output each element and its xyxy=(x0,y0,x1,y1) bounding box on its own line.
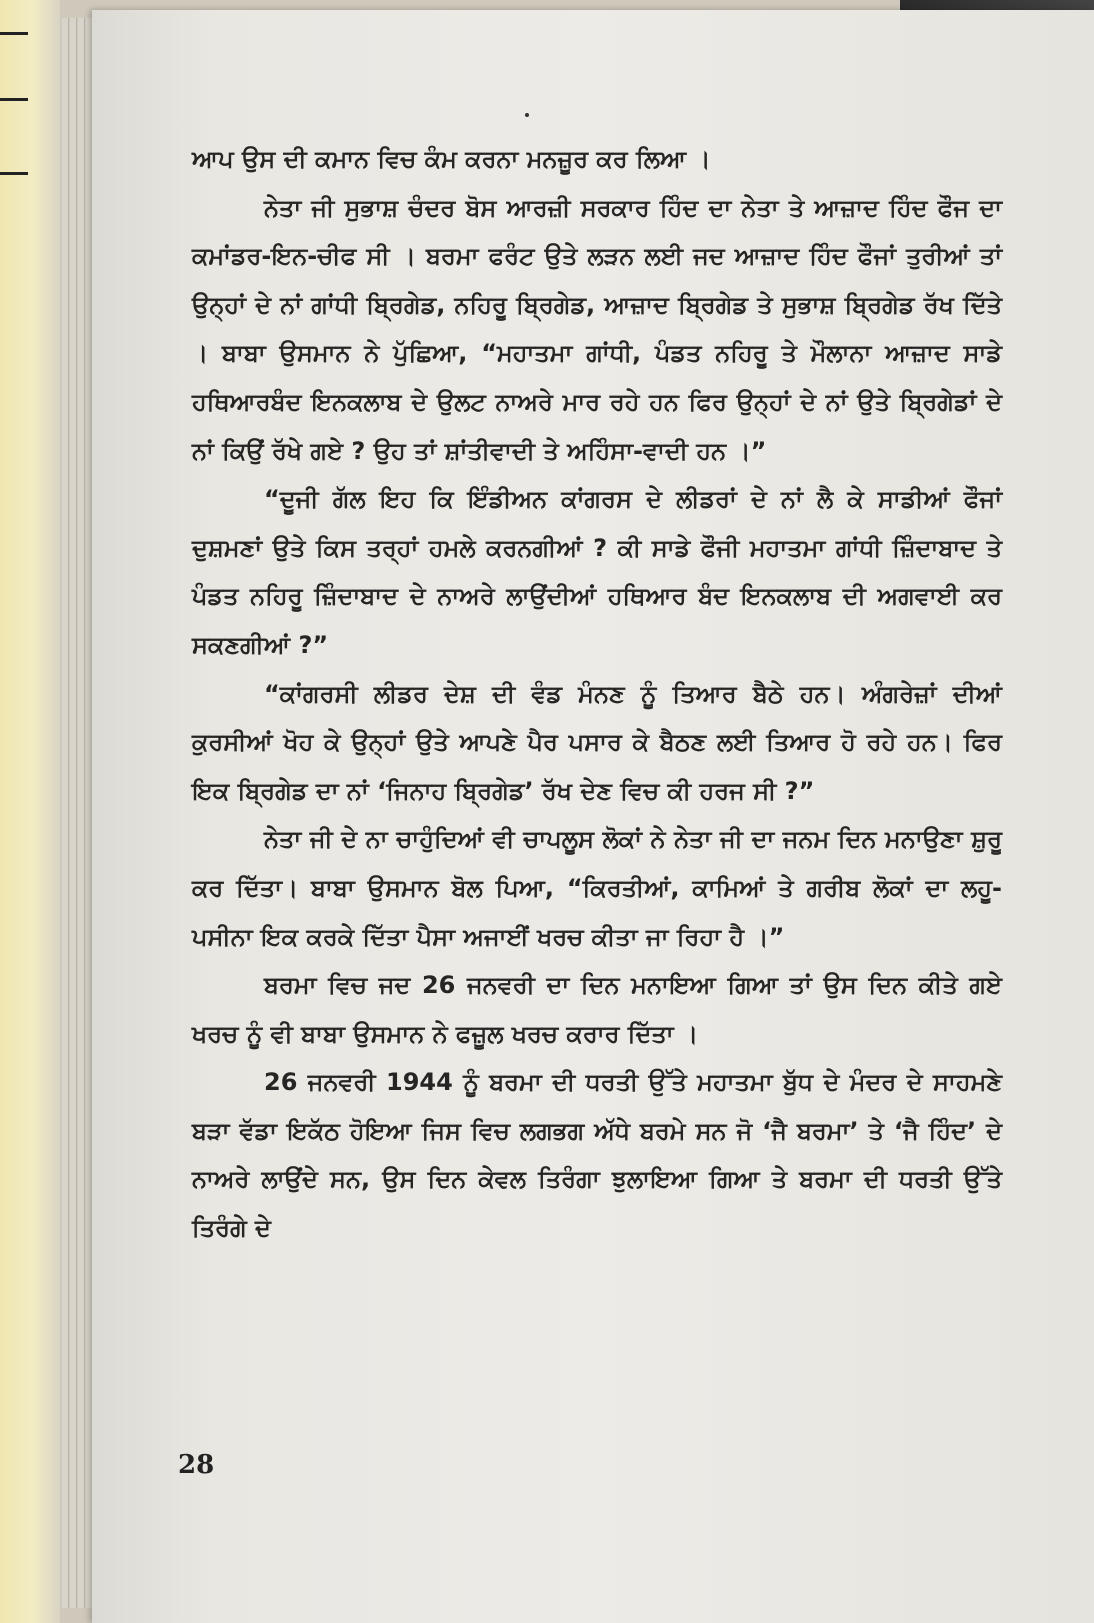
page-edge xyxy=(78,18,85,1608)
paragraph-6: ਬਰਮਾ ਵਿਚ ਜਦ 26 ਜਨਵਰੀ ਦਾ ਦਿਨ ਮਨਾਇਆ ਗਿਆ ਤਾਂ ਉਸ ਦਿਨ ਕੀਤੇ ਗਏ ਖਰਚ ਨੂੰ ਵੀ ਬਾਬਾ ਉਸਮਾਨ ਨੇ ਫਜ਼ੂਲ ਖਰਚ ਕਰਾਰ ਦਿੱਤਾ । xyxy=(192,971,1002,1048)
paragraph-7: 26 ਜਨਵਰੀ 1944 ਨੂੰ ਬਰਮਾ ਦੀ ਧਰਤੀ ਉੱਤੇ ਮਹਾਤਮਾ ਬੁੱਧ ਦੇ ਮੰਦਰ ਦੇ ਸਾਹਮਣੇ ਬੜਾ ਵੱਡਾ ਇਕੱਠ ਹੋਇਆ ਜਿਸ ਵਿਚ ਲਗਭਗ ਅੱਧੇ ਬਰਮੇ ਸਨ ਜੋ ‘ਜੈ ਬਰਮਾ’ ਤੇ ‘ਜੈ ਹਿੰਦ’ ਦੇ ਨਾਅਰੇ ਲਾਉਂਦੇ ਸਨ, ਉਸ ਦਿਨ ਕੇਵਲ ਤਿਰੰਗਾ ਝੁਲਾਇਆ ਗਿਆ ਤੇ ਬਰਮਾ ਦੀ ਧਰਤੀ ਉੱਤੇ ਤਿਰੰਗੇ ਦੇ xyxy=(192,1068,1002,1243)
paragraph-3: “ਦੂਜੀ ਗੱਲ ਇਹ ਕਿ ਇੰਡੀਅਨ ਕਾਂਗਰਸ ਦੇ ਲੀਡਰਾਂ ਦੇ ਨਾਂ ਲੈ ਕੇ ਸਾਡੀਆਂ ਫੌਜਾਂ ਦੁਸ਼ਮਣਾਂ ਉਤੇ ਕਿਸ ਤਰ੍ਹਾਂ ਹਮਲੇ ਕਰਨਗੀਆਂ ? ਕੀ ਸਾਡੇ ਫੌਜੀ ਮਹਾਤਮਾ ਗਾਂਧੀ ਜ਼ਿੰਦਾਬਾਦ ਤੇ ਪੰਡਤ ਨਹਿਰੂ ਜ਼ਿੰਦਾਬਾਦ ਦੇ ਨਾਅਰੇ ਲਾਉਂਦੀਆਂ ਹਥਿਆਰ ਬੰਦ ਇਨਕਲਾਬ ਦੀ ਅਗਵਾਈ ਕਰ ਸਕਣਗੀਆਂ ?” xyxy=(192,485,1002,659)
page-edge xyxy=(70,18,77,1608)
paragraph-4: “ਕਾਂਗਰਸੀ ਲੀਡਰ ਦੇਸ਼ ਦੀ ਵੰਡ ਮੰਨਣ ਨੂੰ ਤਿਆਰ ਬੈਠੇ ਹਨ। ਅੰਗਰੇਜ਼ਾਂ ਦੀਆਂ ਕੁਰਸੀਆਂ ਖੋਹ ਕੇ ਉਨ੍ਹਾਂ ਉਤੇ ਆਪਣੇ ਪੈਰ ਪਸਾਰ ਕੇ ਬੈਠਣ ਲਈ ਤਿਆਰ ਹੋ ਰਹੇ ਹਨ। ਫਿਰ ਇਕ ਬ੍ਰਿਗੇਡ ਦਾ ਨਾਂ ‘ਜਿਨਾਹ ਬ੍ਰਿਗੇਡ’ ਰੱਖ ਦੇਣ ਵਿਚ ਕੀ ਹਰਜ ਸੀ ?” xyxy=(192,679,1002,805)
ink-dot xyxy=(525,113,529,117)
paragraph-2: ਨੇਤਾ ਜੀ ਸੁਭਾਸ਼ ਚੰਦਰ ਬੋਸ ਆਰਜ਼ੀ ਸਰਕਾਰ ਹਿੰਦ ਦਾ ਨੇਤਾ ਤੇ ਆਜ਼ਾਦ ਹਿੰਦ ਫੌਜ ਦਾ ਕਮਾਂਡਰ-ਇਨ-ਚੀਫ ਸੀ । ਬਰਮਾ ਫਰੰਟ ਉਤੇ ਲੜਨ ਲਈ ਜਦ ਆਜ਼ਾਦ ਹਿੰਦ ਫੌਜਾਂ ਤੁਰੀਆਂ ਤਾਂ ਉਨ੍ਹਾਂ ਦੇ ਨਾਂ ਗਾਂਧੀ ਬ੍ਰਿਗੇਡ, ਨਹਿਰੂ ਬ੍ਰਿਗੇਡ, ਆਜ਼ਾਦ ਬ੍ਰਿਗੇਡ ਤੇ ਸੁਭਾਸ਼ ਬ੍ਰਿਗੇਡ ਰੱਖ ਦਿੱਤੇ । ਬਾਬਾ ਉਸਮਾਨ ਨੇ ਪੁੱਛਿਆ, “ਮਹਾਤਮਾ ਗਾਂਧੀ, ਪੰਡਤ ਨਹਿਰੂ ਤੇ ਮੌਲਾਨਾ ਆਜ਼ਾਦ ਸਾਡੇ ਹਥਿਆਰਬੰਦ ਇਨਕਲਾਬ ਦੇ ਉਲਟ ਨਾਅਰੇ ਮਾਰ ਰਹੇ ਹਨ ਫਿਰ ਉਨ੍ਹਾਂ ਦੇ ਨਾਂ ਉਤੇ ਬ੍ਰਿਗੇਡਾਂ ਦੇ ਨਾਂ ਕਿਉਂ ਰੱਖੇ ਗਏ ? ਉਹ ਤਾਂ ਸ਼ਾਂਤੀਵਾਦੀ ਤੇ ਅਹਿੰਸਾ-ਵਾਦੀ ਹਨ ।” xyxy=(192,193,1002,465)
ink-mark xyxy=(0,98,28,101)
page-edge xyxy=(62,18,69,1608)
body-text xyxy=(192,135,1002,1253)
paragraph-1: ਆਪ ਉਸ ਦੀ ਕਮਾਨ ਵਿਚ ਕੰਮ ਕਰਨਾ ਮਨਜ਼ੂਰ ਕਰ ਲਿਆ । xyxy=(192,145,711,173)
paragraph-5: ਨੇਤਾ ਜੀ ਦੇ ਨਾ ਚਾਹੁੰਦਿਆਂ ਵੀ ਚਾਪਲੂਸ ਲੋਕਾਂ ਨੇ ਨੇਤਾ ਜੀ ਦਾ ਜਨਮ ਦਿਨ ਮਨਾਉਣਾ ਸ਼ੁਰੂ ਕਰ ਦਿੱਤਾ। ਬਾਬਾ ਉਸਮਾਨ ਬੋਲ ਪਿਆ, “ਕਿਰਤੀਆਂ, ਕਾਮਿਆਂ ਤੇ ਗਰੀਬ ਲੋਕਾਂ ਦਾ ਲਹੂ-ਪਸੀਨਾ ਇਕ ਕਰਕੇ ਦਿੱਤਾ ਪੈਸਾ ਅਜਾਈਂ ਖਰਚ ਕੀਤਾ ਜਾ ਰਿਹਾ ਹੈ ।” xyxy=(192,825,1002,951)
page-number: 28 xyxy=(178,1450,215,1480)
book-page xyxy=(92,10,1094,1623)
ink-mark xyxy=(0,32,28,35)
adjacent-page-strip xyxy=(0,0,60,1623)
ink-mark xyxy=(0,172,28,175)
